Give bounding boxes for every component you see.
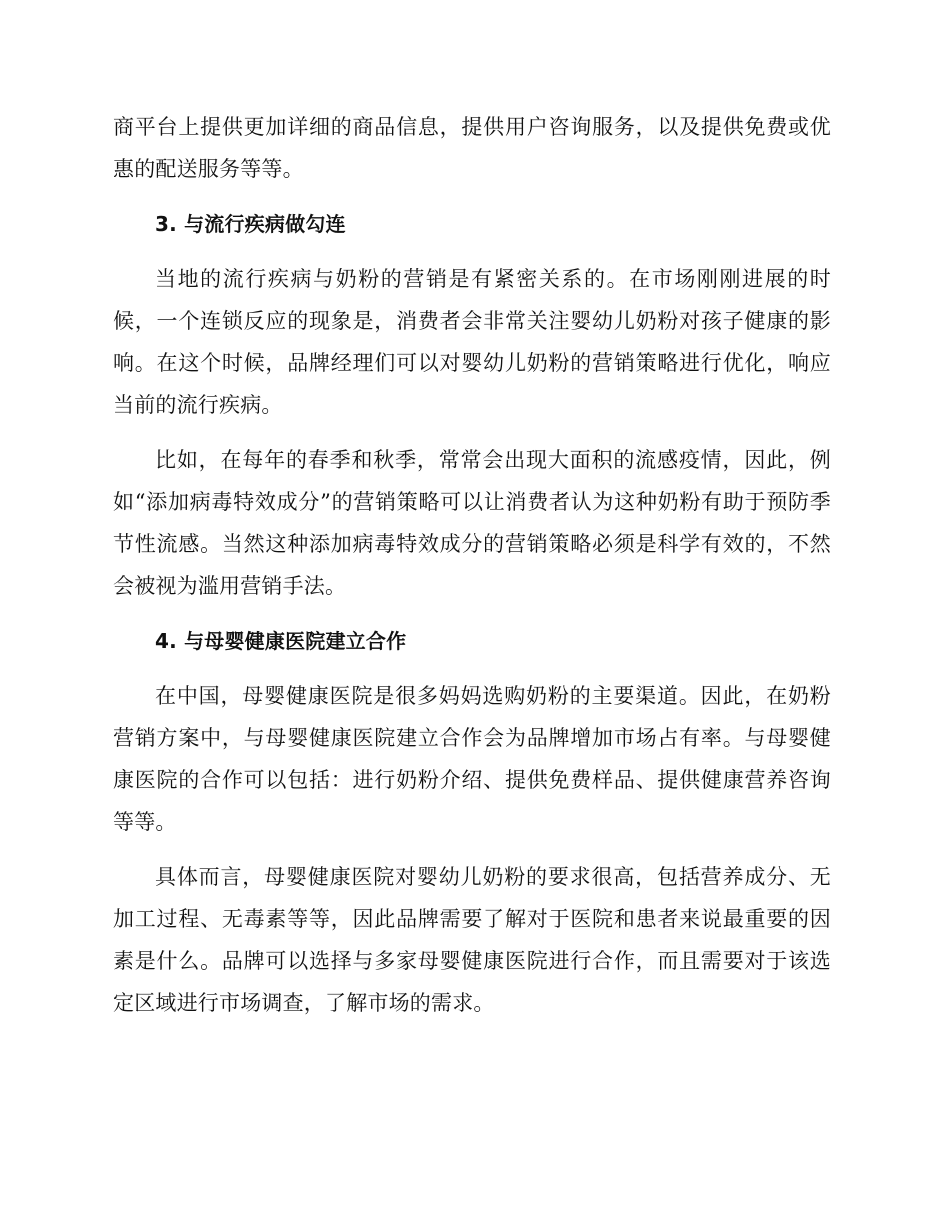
paragraph: 当地的流行疾病与奶粉的营销是有紧密关系的。在市场刚刚进展的时候，一个连锁反应的现象是，消费者会非常关注婴幼儿奶粉对孩子健康的影响。在这个时候，品牌经理们可以对婴幼儿奶粉的营销策略进行优化，响应当前的流行疾病。: [113, 267, 831, 417]
document-body: [113, 106, 831, 1037]
section-heading-4: 4. 与母婴健康医院建立合作: [155, 629, 407, 653]
paragraph: 具体而言，母婴健康医院对婴幼儿奶粉的要求很高，包括营养成分、无加工过程、无毒素等等，因此品牌需要了解对于医院和患者来说最重要的因素是什么。品牌可以选择与多家母婴健康医院进行合作，而且需要对于该选定区域进行市场调查，了解市场的需求。: [113, 865, 831, 1015]
paragraph: 比如，在每年的春季和秋季，常常会出现大面积的流感疫情，因此，例如“添加病毒特效成分”的营销策略可以让消费者认为这种奶粉有助于预防季节性流感。当然这种添加病毒特效成分的营销策略必须是科学有效的，不然会被视为滥用营销手法。: [113, 448, 831, 598]
paragraph: 在中国，母婴健康医院是很多妈妈选购奶粉的主要渠道。因此，在奶粉营销方案中，与母婴健康医院建立合作会为品牌增加市场占有率。与母婴健康医院的合作可以包括：进行奶粉介绍、提供免费样品、提供健康营养咨询等等。: [113, 684, 831, 834]
paragraph-continued: 商平台上提供更加详细的商品信息，提供用户咨询服务，以及提供免费或优惠的配送服务等等。: [113, 115, 831, 181]
section-heading-3: 3. 与流行疾病做勾连: [155, 212, 346, 236]
